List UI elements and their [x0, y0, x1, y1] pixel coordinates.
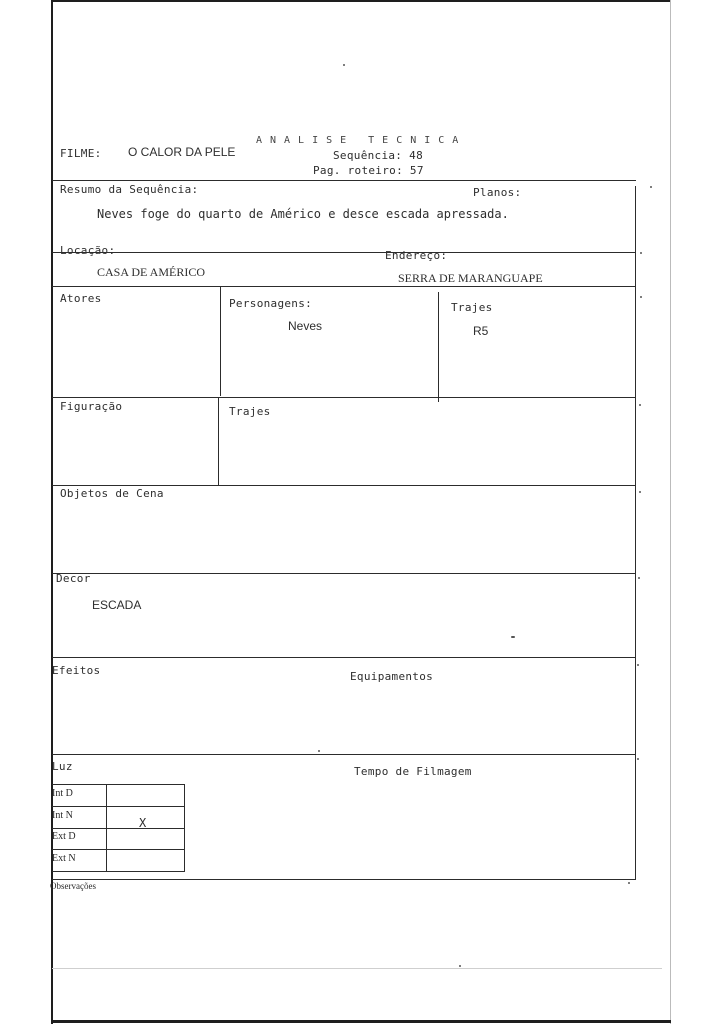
efeitos-label: Efeitos: [52, 664, 101, 677]
footer-faint-line: [52, 968, 662, 969]
divider-atores-personagens: [220, 286, 221, 396]
luz-grid-line-3: [52, 849, 185, 850]
film-value: O CALOR DA PELE: [128, 145, 236, 159]
form-right-border: [635, 186, 636, 880]
divider-locacao: [52, 286, 636, 287]
scan-speck: [637, 664, 639, 666]
luz-row-mark: X: [139, 816, 147, 830]
sequence-number: Sequência: 48: [333, 149, 423, 162]
film-label: FILME:: [60, 147, 102, 160]
luz-row-label: Int D: [52, 788, 73, 799]
locacao-label: Locação:: [60, 244, 116, 257]
luz-label: Luz: [52, 760, 73, 773]
luz-row-label: Ext N: [52, 853, 76, 864]
divider-objetos: [52, 573, 636, 574]
divider-efeitos: [52, 754, 636, 755]
luz-row-label: Ext D: [52, 831, 76, 842]
luz-row-label: Int N: [52, 810, 73, 821]
divider-decor: [52, 657, 636, 658]
luz-grid-line-1: [52, 806, 185, 807]
scan-speck: [511, 636, 515, 638]
endereco-label: Endereço:: [385, 249, 448, 262]
luz-grid-right: [184, 784, 185, 871]
divider-figuracao: [52, 485, 636, 486]
scan-speck: [640, 296, 642, 298]
tempo-filmagem-label: Tempo de Filmagem: [354, 765, 472, 778]
luz-grid-top: [52, 784, 185, 785]
personagens-value: Neves: [288, 319, 323, 333]
luz-grid-divider: [106, 784, 107, 871]
scan-speck: [640, 252, 642, 254]
scan-speck: [639, 491, 641, 493]
divider-resumo: [52, 252, 636, 253]
personagens-label: Personagens:: [229, 297, 313, 310]
resumo-label: Resumo da Sequência:: [60, 183, 199, 196]
divider-figuracao-trajes: [218, 397, 219, 485]
trajes-label: Trajes: [451, 301, 493, 314]
planos-label: Planos:: [473, 186, 522, 199]
locacao-value: CASA DE AMÉRICO: [97, 265, 206, 279]
figuracao-trajes-label: Trajes: [229, 405, 271, 418]
scan-speck: [638, 577, 640, 579]
resumo-value: Neves foge do quarto de Américo e desce escada apressada.: [97, 207, 509, 221]
scan-speck: [459, 965, 461, 967]
trajes-value: R5: [473, 324, 489, 338]
page-right-edge: [670, 0, 671, 1024]
equipamentos-label: Equipamentos: [350, 670, 434, 683]
luz-grid-bottom: [52, 871, 185, 872]
decor-label: Decor: [56, 572, 91, 585]
figuracao-label: Figuração: [60, 400, 123, 413]
page-bottom-edge: [51, 1020, 671, 1023]
scan-speck: [639, 404, 641, 406]
scan-speck: [318, 750, 320, 752]
observacoes-label: Observações: [50, 881, 96, 891]
endereco-value: SERRA DE MARANGUAPE: [398, 271, 543, 285]
atores-label: Atores: [60, 292, 102, 305]
divider-personagens-trajes: [438, 292, 439, 402]
scan-speck: [650, 186, 652, 188]
page-top-edge: [51, 0, 671, 2]
objetos-label: Objetos de Cena: [60, 487, 164, 500]
scan-speck: [343, 64, 345, 66]
form-top-border: [52, 180, 636, 181]
luz-grid-line-2: [52, 828, 185, 829]
scan-speck: [637, 758, 639, 760]
decor-value: ESCADA: [92, 598, 142, 612]
form-bottom-border: [52, 879, 636, 880]
script-page: Pag. roteiro: 57: [313, 164, 424, 177]
form-title: ANALISE TECNICA: [256, 135, 467, 146]
divider-elenco: [52, 397, 636, 398]
scan-speck: [628, 882, 630, 884]
